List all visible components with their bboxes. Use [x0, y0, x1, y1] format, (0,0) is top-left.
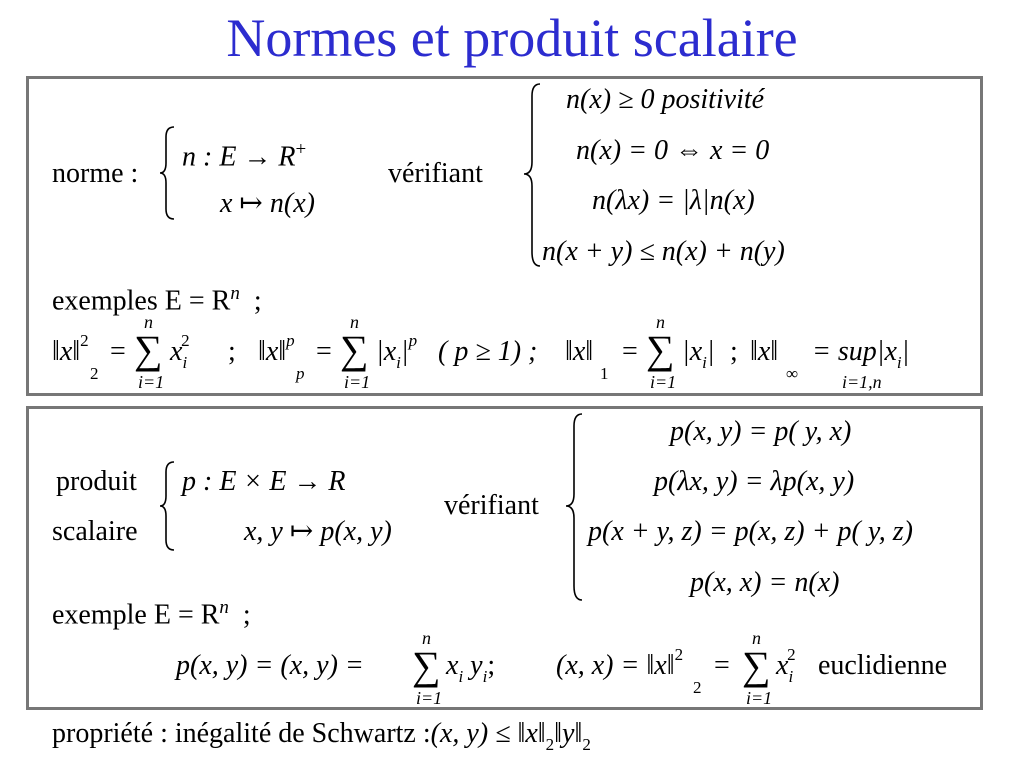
formula-lp-term: $|x_i|^p$	[376, 331, 418, 372]
norme-label: norme :	[52, 158, 139, 189]
formula-l2-eq: =	[110, 336, 126, 367]
product-axiom-3: p(x + y, z) = p(x, z) + p( y, z)	[588, 516, 913, 547]
sum-upper: n	[144, 312, 153, 332]
separator: ;	[730, 336, 738, 367]
page-title: Normes et produit scalaire	[226, 8, 798, 68]
formula-lp-cond: ( p ≥ 1) ;	[438, 336, 538, 367]
norm-axiom-1: n(x) ≥ 0 positivité	[566, 84, 765, 115]
sum-upper: n	[350, 312, 359, 332]
formula-lp-eq: =	[316, 336, 332, 367]
separator: ;	[228, 336, 236, 367]
sum-symbol: ∑	[134, 327, 163, 372]
sum-upper: n	[752, 628, 761, 648]
sum-lower: i=1	[344, 372, 371, 392]
right-brace	[566, 412, 586, 602]
norm-axiom-4: n(x + y) ≤ n(x) + n(y)	[542, 236, 785, 267]
sum-symbol: ∑	[340, 327, 369, 372]
formula-l1-lhs: ‖x‖	[565, 336, 594, 367]
left-brace	[160, 125, 180, 221]
formula-product-term: $x_i$ $y_i$;	[446, 650, 496, 686]
sup-lower: i=1,n	[842, 372, 882, 392]
product-axiom-1: p(x, y) = p( y, x)	[670, 416, 852, 447]
formula-self-product-sub: 2	[693, 678, 702, 697]
produit-label: produit	[56, 466, 137, 497]
scalaire-label: scalaire	[52, 516, 138, 547]
sum-lower: i=1	[746, 688, 773, 708]
norm-map-line1: n : E → R+	[182, 139, 307, 173]
formula-linf-lhs: ‖x‖	[750, 336, 779, 367]
formula-linf-sub: ∞	[786, 364, 799, 383]
right-brace	[524, 82, 544, 268]
sum-lower: i=1	[138, 372, 165, 392]
verifiant-label: vérifiant	[444, 490, 539, 521]
euclidienne-label: euclidienne	[818, 650, 948, 681]
formula-product: p(x, y) = (x, y) =	[176, 650, 364, 681]
sum-symbol: ∑	[412, 643, 441, 688]
product-map-line1: p : E × E → R	[182, 466, 346, 497]
formula-linf-rhs: = $sup|x_i|$	[812, 336, 910, 372]
product-axiom-4: p(x, x) = n(x)	[690, 567, 840, 598]
sum-symbol: ∑	[646, 327, 675, 372]
sum-symbol: ∑	[742, 643, 771, 688]
formula-self-product-term: $x_i^2$	[776, 645, 796, 686]
formula-self-product-eq: =	[714, 650, 730, 681]
formula-l1-term: $|x_i|$	[682, 336, 715, 372]
formula-l2-sub: 2	[90, 364, 99, 383]
sum-upper: n	[422, 628, 431, 648]
norm-axiom-3: n(λx) = |λ|n(x)	[592, 185, 755, 216]
verifiant-label: vérifiant	[388, 158, 483, 189]
norm-map-line2: x ↦ n(x)	[220, 188, 315, 219]
schwartz-property: propriété : inégalité de Schwartz :(x, $y) \le ‖x‖_2‖y‖_2$	[52, 718, 591, 754]
sum-lower: i=1	[650, 372, 677, 392]
formula-lp-lhs: ‖x‖$^p$	[258, 331, 295, 367]
formula-l2-lhs: ‖x‖$^2$	[52, 331, 89, 367]
formula-l2-term: $x_i^2$	[170, 331, 190, 372]
formula-l1-sub: 1	[600, 364, 609, 383]
formula-lp-sub: p	[296, 364, 305, 383]
product-map-line2: x, y ↦ p(x, y)	[244, 516, 392, 547]
sum-lower: i=1	[416, 688, 443, 708]
example-label: exemple $E = R^n$ ;	[52, 597, 251, 631]
examples-label: exemples $E = R^n$ ;	[52, 283, 262, 317]
formula-self-product: (x, x) = ‖x‖$^2$	[556, 645, 684, 681]
norm-axiom-2: n(x) = 0 ⇔ x = 0	[576, 135, 770, 166]
formula-l1-eq: =	[622, 336, 638, 367]
product-axiom-2: p(λx, y) = λp(x, y)	[654, 466, 855, 497]
left-brace	[160, 460, 180, 552]
sum-upper: n	[656, 312, 665, 332]
